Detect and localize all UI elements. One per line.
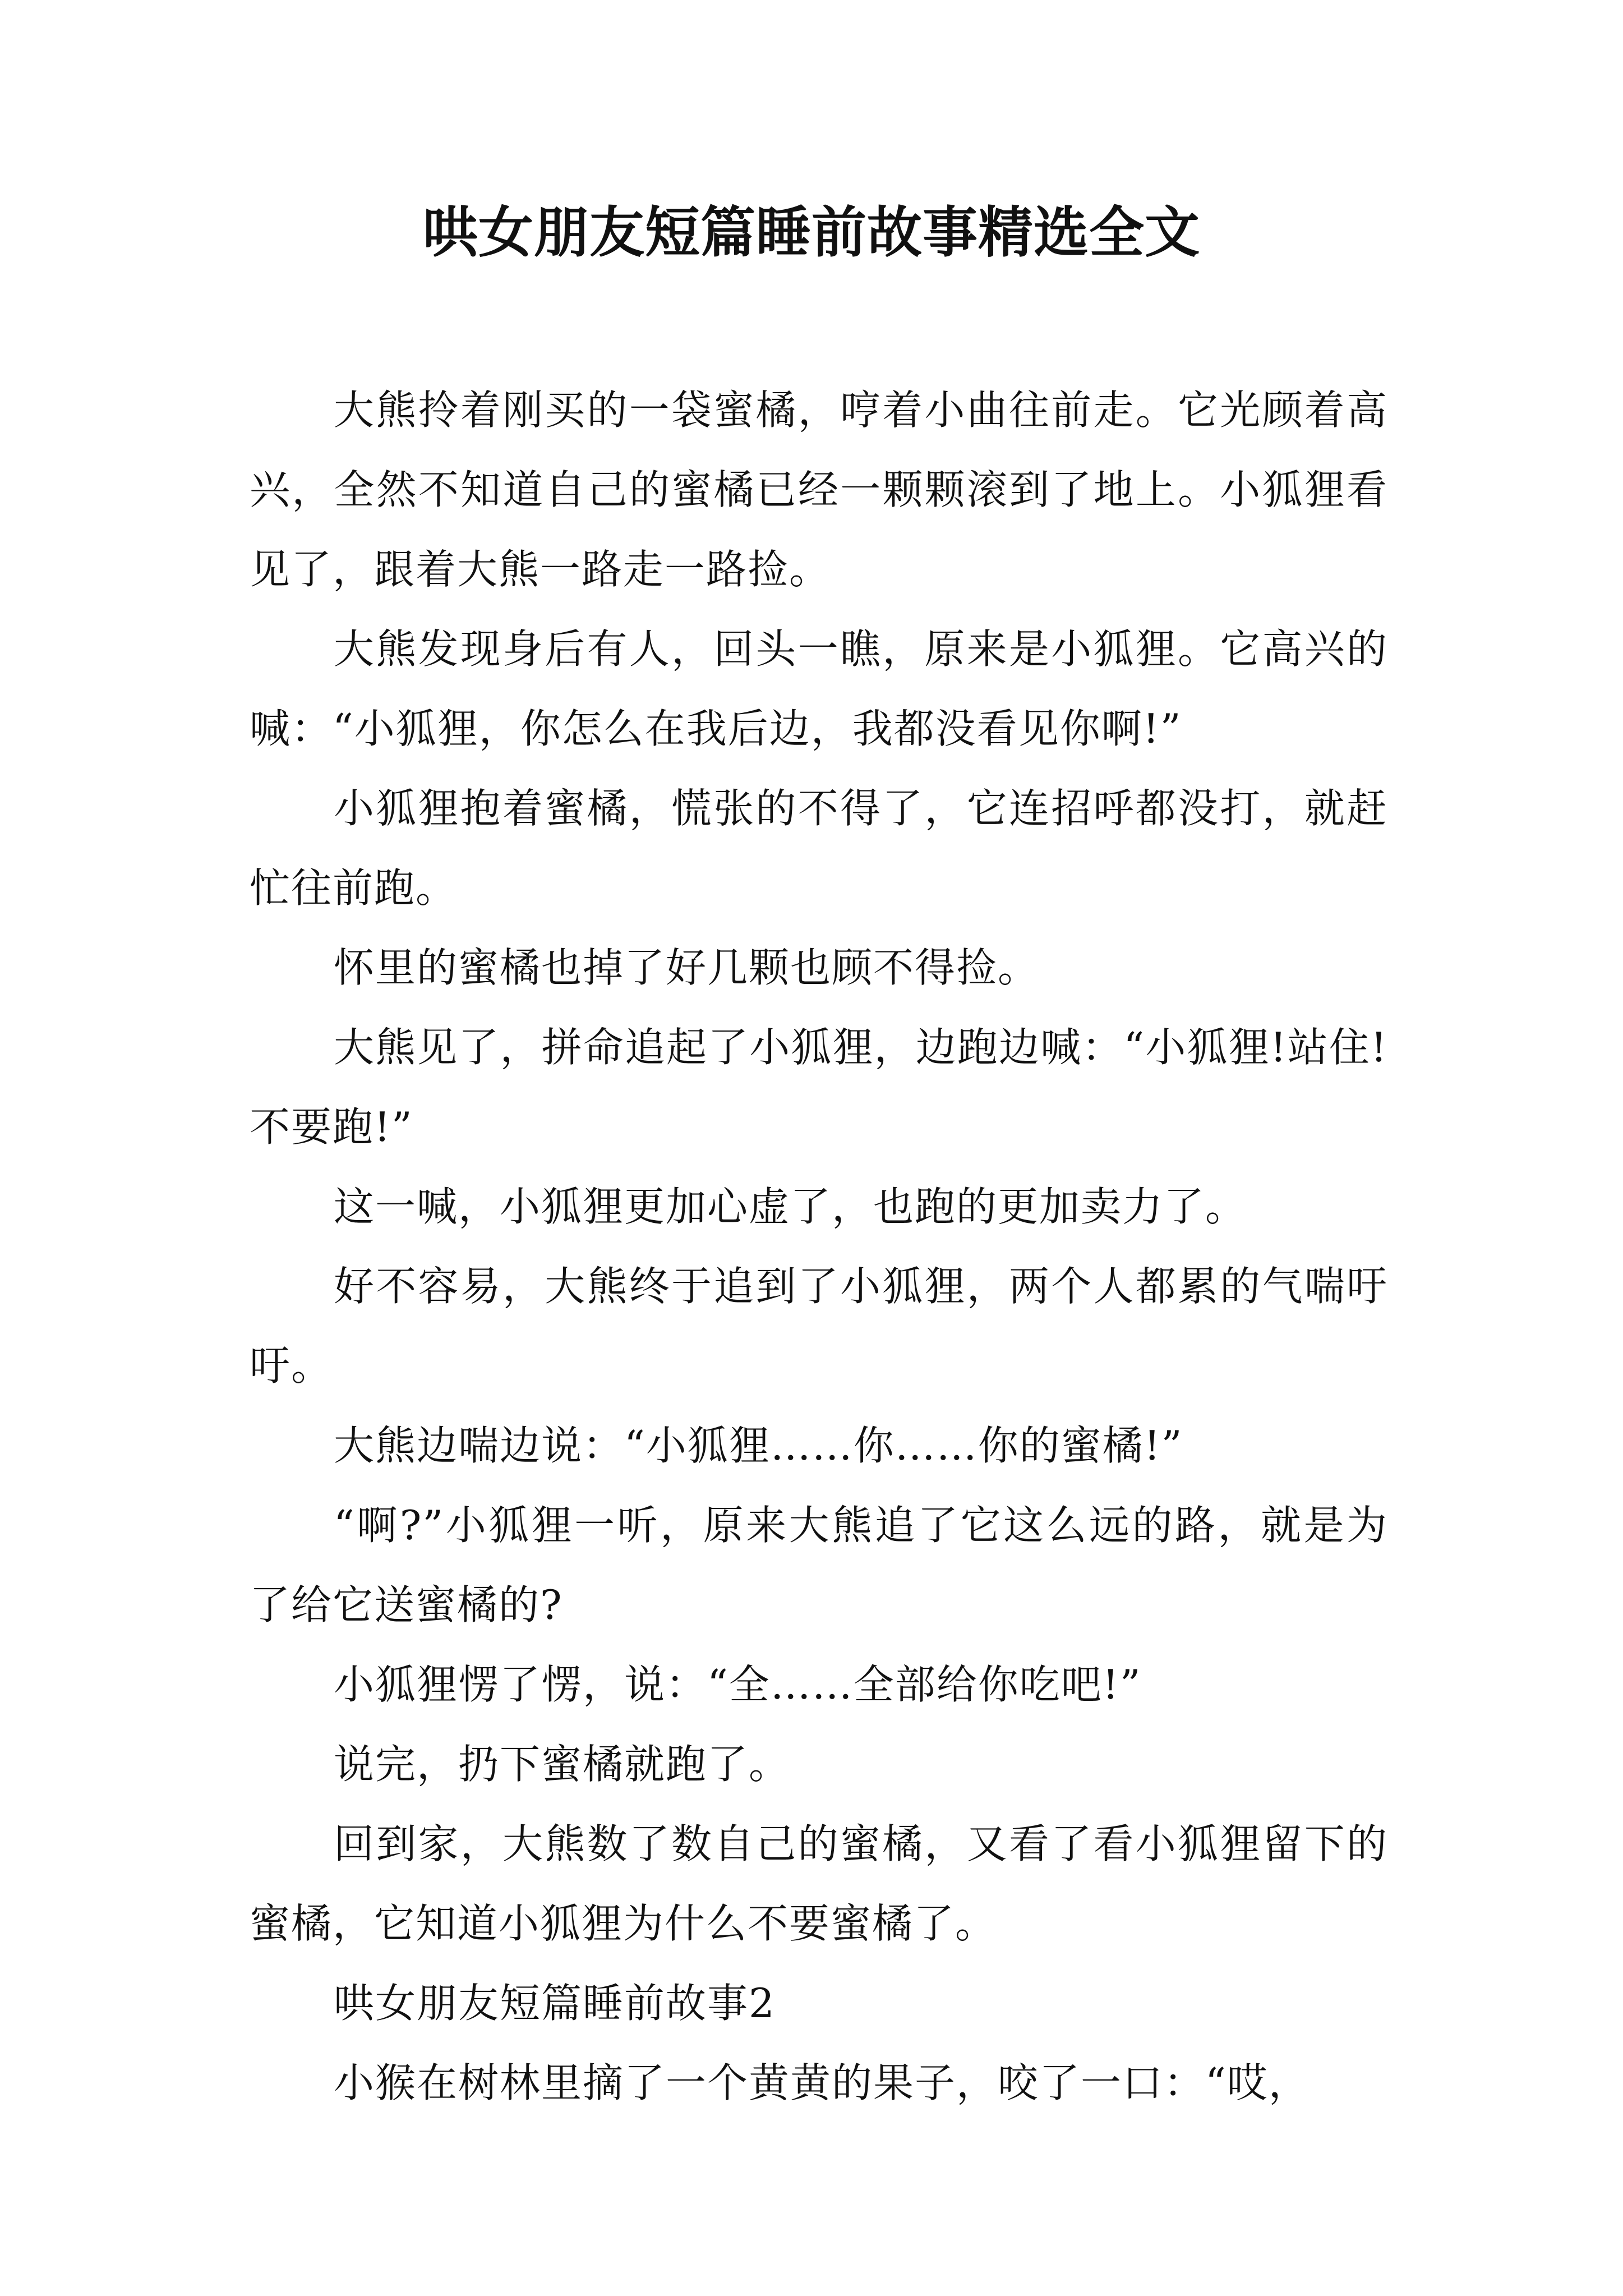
paragraph: 小狐狸愣了愣，说：“全……全部给你吃吧!” <box>334 1661 1142 1708</box>
paragraph: 小猴在树林里摘了一个黄黄的果子，咬了一口：“哎， <box>334 2059 1310 2106</box>
paragraph: 大熊见了，拼命追起了小狐狸，边跑边喊：“小狐狸!站住!不要跑!” <box>250 1024 1388 1151</box>
paragraph: 怀里的蜜橘也掉了好几颗也顾不得捡。 <box>334 944 1040 991</box>
paragraph: 好不容易，大熊终于追到了小狐狸，两个人都累的气喘吁吁。 <box>250 1263 1388 1389</box>
paragraph: 大熊拎着刚买的一袋蜜橘，哼着小曲往前走。它光顾着高兴，全然不知道自己的蜜橘已经一颗颗滚到了地上。小狐狸看见了，跟着大熊一路走一路捡。 <box>250 386 1388 593</box>
paragraph: 大熊发现身后有人，回头一瞧，原来是小狐狸。它高兴的喊：“小狐狸，你怎么在我后边，我都没看见你啊!” <box>250 625 1388 752</box>
paragraph: 大熊边喘边说：“小狐狸……你……你的蜜橘!” <box>334 1422 1183 1469</box>
document-title: 哄女朋友短篇睡前故事精选全文 <box>422 200 1200 265</box>
paragraph: 这一喊，小狐狸更加心虚了，也跑的更加卖力了。 <box>334 1183 1247 1230</box>
paragraph: 小狐狸抱着蜜橘，慌张的不得了，它连招呼都没打，就赶忙往前跑。 <box>250 785 1388 912</box>
paragraph: 回到家，大熊数了数自己的蜜橘，又看了看小狐狸留下的蜜橘，它知道小狐狸为什么不要蜜橘了。 <box>250 1820 1388 1947</box>
paragraph: 说完，扔下蜜橘就跑了。 <box>334 1741 791 1788</box>
document-body <box>250 370 1388 2123</box>
paragraph: “啊?”小狐狸一听，原来大熊追了它这么远的路，就是为了给它送蜜橘的? <box>250 1502 1388 1628</box>
section-heading: 哄女朋友短篇睡前故事2 <box>334 1980 776 2027</box>
